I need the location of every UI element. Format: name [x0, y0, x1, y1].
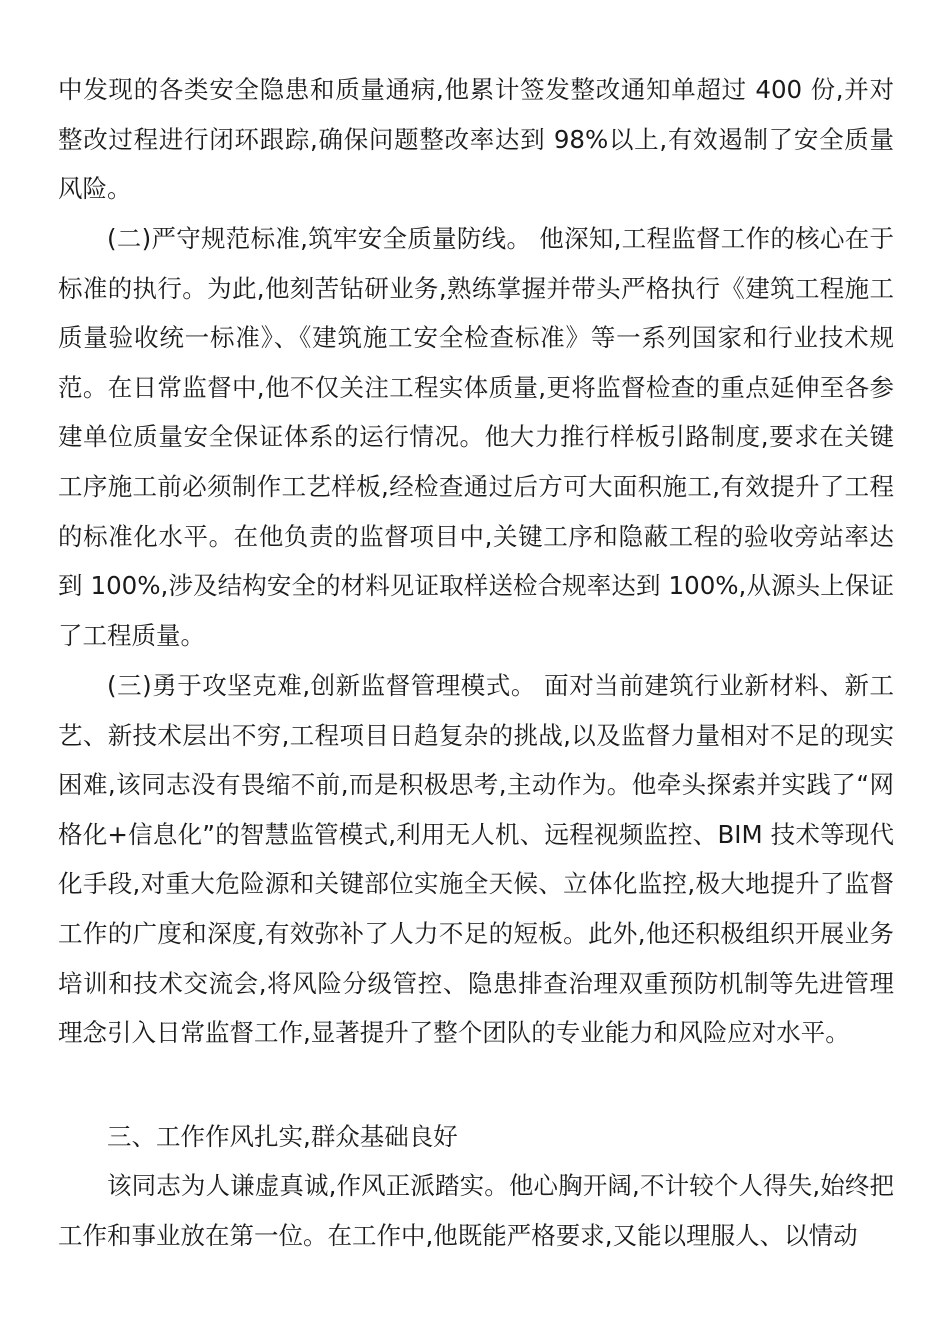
- section-heading: [58, 1112, 894, 1162]
- paragraph-text: 该同志为人谦虚真诚,作风正派踏实。他心胸开阔,不计较个人得失,始终把工作和事业放在第一位。在工作中,他既能严格要求,又能以理服人、以情动: [58, 1171, 894, 1250]
- paragraph-heading: (二)严守规范标准,筑牢安全质量防线。: [107, 224, 532, 253]
- section-heading-text: 三、工作作风扎实,群众基础良好: [107, 1122, 458, 1151]
- paragraph-text: 中发现的各类安全隐患和质量通病,他累计签发整改通知单超过 400 份,并对整改过程进行闭环跟踪,确保问题整改率达到 98%以上,有效遏制了安全质量风险。: [58, 75, 894, 204]
- paragraph-work-style: [58, 1161, 894, 1260]
- paragraph-innovation: [58, 661, 894, 1058]
- paragraph-continuation: [58, 65, 894, 214]
- paragraph-text: 面对当前建筑行业新材料、新工艺、新技术层出不穷,工程项目日趋复杂的挑战,以及监督力量相对不足的现实困难,该同志没有畏缩不前,而是积极思考,主动作为。他牵头探索并实践了“网格化+信息化”的智慧监管模式,利用无人机、远程视频监控、BIM 技术等现代化手段,对重大危险源和关键部位实施全天候、立体化监控,极大地提升了监督工作的广度和深度,有效弥补了人力不足的短板。此外,他还积极组织开展业务培训和技术交流会,将风险分级管控、隐患排查治理双重预防机制等先进管理理念引入日常监督工作,显著提升了整个团队的专业能力和风险应对水平。: [58, 671, 894, 1048]
- paragraph-standards: [58, 214, 894, 660]
- paragraph-text: 他深知,工程监督工作的核心在于标准的执行。为此,他刻苦钻研业务,熟练掌握并带头严格执行《建筑工程施工质量验收统一标准》、《建筑施工安全检查标准》等一系列国家和行业技术规范。在日常监督中,他不仅关注工程实体质量,更将监督检查的重点延伸至各参建单位质量安全保证体系的运行情况。他大力推行样板引路制度,要求在关键工序施工前必须制作工艺样板,经检查通过后方可大面积施工,有效提升了工程的标准化水平。在他负责的监督项目中,关键工序和隐蔽工程的验收旁站率达到 100%,涉及结构安全的材料见证取样送检合规率达到 100%,从源头上保证了工程质量。: [58, 224, 895, 650]
- paragraph-heading: (三)勇于攻坚克难,创新监督管理模式。: [107, 671, 536, 700]
